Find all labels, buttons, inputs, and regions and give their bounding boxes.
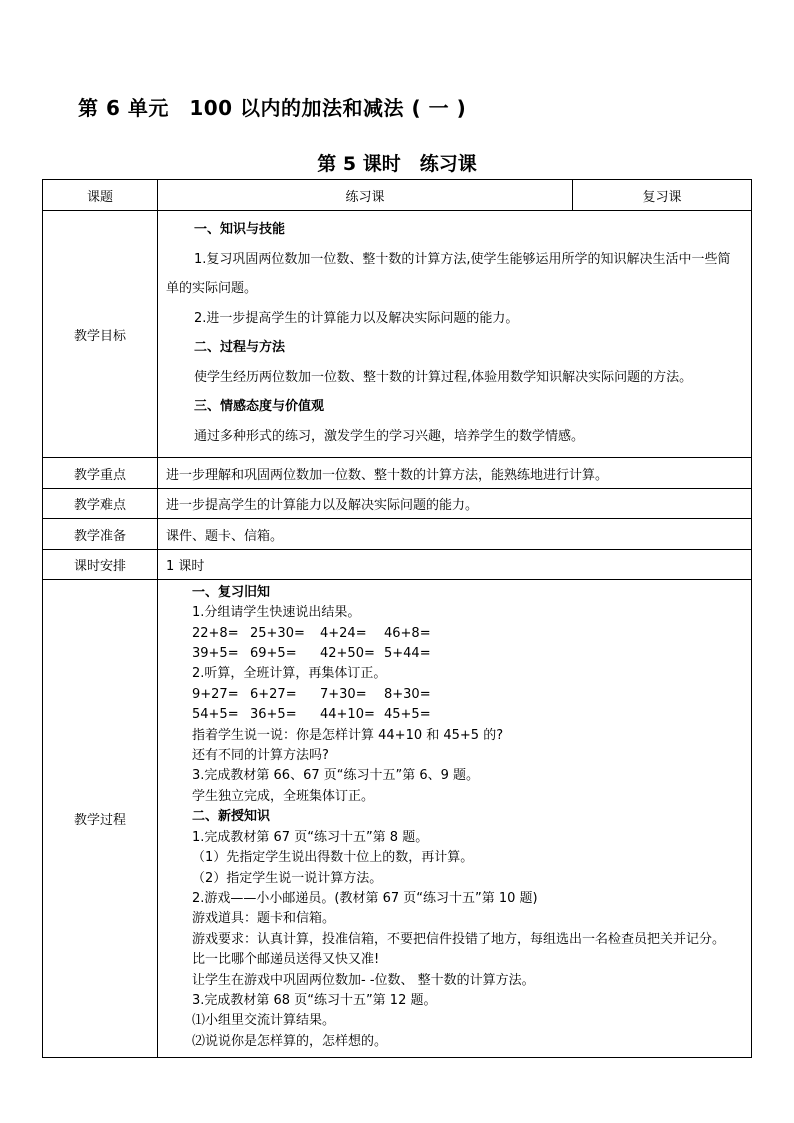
calc-item: 7+30= — [320, 686, 367, 702]
topic-value: 练习课 — [158, 180, 573, 211]
difficulty-row — [43, 489, 752, 519]
lesson-title: 第 5 课时 练习课 — [317, 153, 477, 175]
lesson-plan-table — [42, 179, 752, 1058]
calc-item: 6+27= — [250, 686, 297, 702]
process-line: 3.完成教材第 68 页“练习十五”第 12 题。 — [192, 992, 437, 1008]
difficulty-label: 教学难点 — [43, 489, 158, 519]
process-line: ⑵说说你是怎样算的，怎样想的。 — [192, 1033, 388, 1049]
calc-item: 69+5= — [250, 646, 297, 662]
process-line: 游戏道具：题卡和信箱。 — [192, 911, 336, 927]
schedule-row — [43, 550, 752, 580]
schedule-label: 课时安排 — [43, 550, 158, 580]
process-line: 2.游戏——小小邮递员。(教材第 67 页“练习十五”第 10 题) — [192, 890, 538, 906]
objectives-label: 教学目标 — [43, 211, 158, 458]
objectives-paragraph-4: 通过多种形式的练习，激发学生的学习兴趣，培养学生的数学情感。 — [194, 428, 585, 444]
objectives-paragraph-1: 1.复习巩固两位数加一位数、整十数的计算方法,使学生能够运用所学的知识解决生活中一些简单的实际问题。 — [166, 251, 731, 296]
prep-label: 教学准备 — [43, 519, 158, 550]
process-heading-1: 一、复习旧知 — [192, 584, 271, 600]
objectives-content — [158, 211, 752, 458]
process-content — [158, 580, 752, 1058]
calc-item: 36+5= — [250, 707, 297, 723]
calc-item: 45+5= — [384, 707, 431, 723]
process-line: 1.分组请学生快速说出结果。 — [192, 605, 361, 621]
process-line: 指着学生说一说：你是怎样计算 44+10 和 45+5 的? — [192, 727, 504, 743]
calc-item: 42+50= — [320, 646, 375, 662]
difficulty-value: 进一步提高学生的计算能力以及解决实际问题的能力。 — [158, 489, 752, 519]
topic-row — [43, 180, 752, 211]
objectives-paragraph-3: 使学生经历两位数加一位数、整十数的计算过程,体验用数学知识解决实际问题的方法。 — [194, 369, 693, 385]
process-line: 还有不同的计算方法吗? — [192, 748, 329, 764]
process-line: ⑴小组里交流计算结果。 — [192, 1013, 336, 1029]
key-value: 进一步理解和巩固两位数加一位数、整十数的计算方法，能熟练地进行计算。 — [158, 458, 752, 489]
prep-row — [43, 519, 752, 550]
process-line: （1）先指定学生说出得数十位上的数，再计算。 — [192, 850, 474, 866]
objectives-paragraph-2: 2.进一步提高学生的计算能力以及解决实际问题的能力。 — [194, 310, 519, 326]
process-line: 学生独立完成，全班集体订正。 — [192, 788, 375, 804]
process-heading-2: 二、新授知识 — [192, 809, 271, 825]
calc-row-b — [192, 644, 743, 664]
process-line: 3.完成教材第 66、67 页“练习十五”第 6、9 题。 — [192, 768, 480, 784]
process-line: 游戏要求：认真计算，投准信箱，不要把信件投错了地方，每组选出一名检查员把关并记分。 — [192, 931, 726, 947]
calc-item: 4+24= — [320, 625, 367, 641]
topic-type: 复习课 — [573, 180, 752, 211]
objectives-row — [43, 211, 752, 458]
unit-title: 第 6 单元 100 以内的加法和减法 ( 一 ) — [78, 96, 467, 120]
process-line: 2.听算，全班计算，再集体订正。 — [192, 666, 387, 682]
schedule-value: 1 课时 — [158, 550, 752, 580]
calc-row-c — [192, 685, 743, 705]
process-line: （2）指定学生说一说计算方法。 — [192, 870, 383, 886]
calc-item: 44+10= — [320, 707, 375, 723]
process-row — [43, 580, 752, 1058]
calc-item: 54+5= — [192, 707, 239, 723]
objectives-heading-2: 二、过程与方法 — [194, 340, 286, 355]
objectives-heading-1: 一、知识与技能 — [194, 222, 286, 237]
topic-label: 课题 — [43, 180, 158, 211]
key-row — [43, 458, 752, 489]
calc-item: 25+30= — [250, 625, 305, 641]
calc-item: 9+27= — [192, 686, 239, 702]
calc-item: 46+8= — [384, 625, 431, 641]
process-line: 比一比哪个邮递员送得又快又准! — [192, 952, 380, 968]
process-line: 1.完成教材第 67 页“练习十五”第 8 题。 — [192, 829, 429, 845]
prep-value: 课件、题卡、信箱。 — [158, 519, 752, 550]
calc-item: 39+5= — [192, 646, 239, 662]
calc-row-a — [192, 624, 743, 644]
calc-item: 5+44= — [384, 646, 431, 662]
key-label: 教学重点 — [43, 458, 158, 489]
calc-row-d — [192, 705, 743, 725]
calc-item: 8+30= — [384, 686, 431, 702]
process-line: 让学生在游戏中巩固两位数加- -位数、 整十数的计算方法。 — [192, 972, 535, 988]
objectives-heading-3: 三、情感态度与价值观 — [194, 399, 325, 414]
calc-item: 22+8= — [192, 625, 239, 641]
process-label: 教学过程 — [43, 580, 158, 1058]
